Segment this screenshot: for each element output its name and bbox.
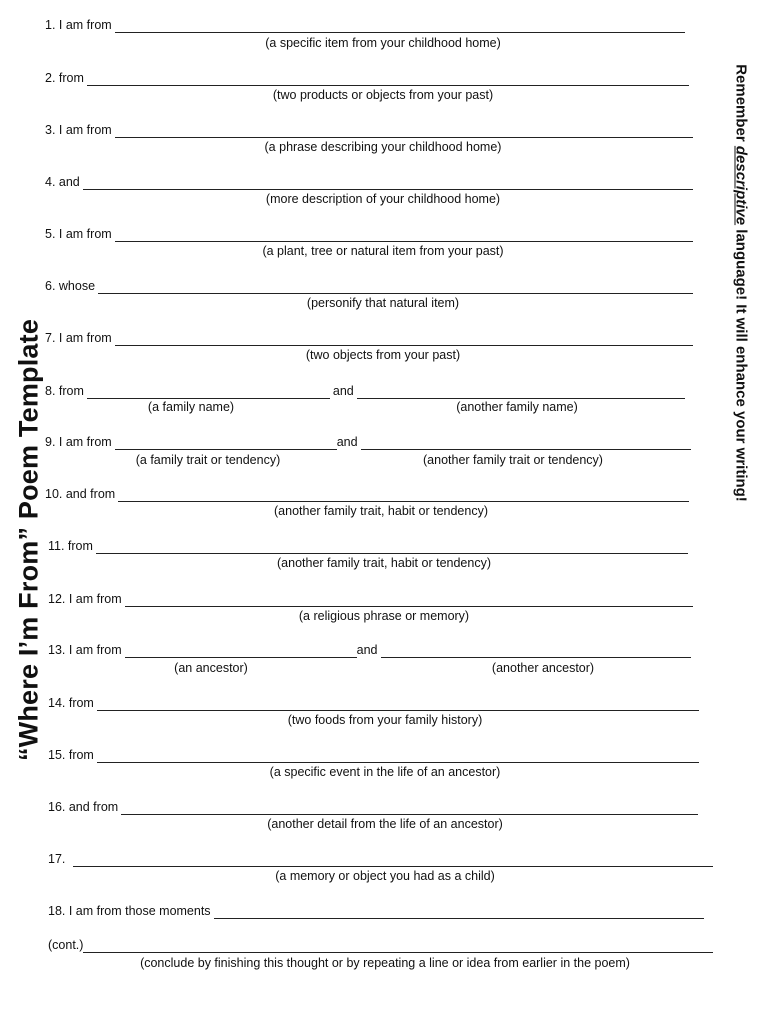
- poem-line-11: [48, 538, 688, 554]
- line-hint: (another detail from the life of an ancestor): [267, 817, 503, 831]
- answer-blank[interactable]: [115, 334, 693, 346]
- poem-line-18: [48, 903, 704, 919]
- line-prompt: 7. I am from: [45, 331, 112, 345]
- line-prompt: 9. I am from: [45, 435, 112, 449]
- line-hint-right: (another family trait or tendency): [423, 453, 603, 467]
- answer-blank[interactable]: [98, 282, 693, 294]
- answer-blank[interactable]: [115, 21, 685, 33]
- answer-blank-left[interactable]: [87, 387, 330, 399]
- answer-blank[interactable]: [73, 855, 713, 867]
- poem-line-10: [45, 486, 689, 502]
- line-hint: (personify that natural item): [306, 296, 460, 310]
- line-hint: (another family trait, habit or tendency): [277, 556, 491, 570]
- side-reminder-emphasis: descriptive: [732, 145, 750, 226]
- answer-blank[interactable]: [121, 803, 698, 815]
- poem-line-15: [48, 747, 699, 763]
- line-prompt: 6. whose: [45, 279, 96, 293]
- side-reminder: [733, 64, 750, 502]
- poem-line-4: [45, 174, 693, 190]
- answer-blank-right[interactable]: [381, 646, 691, 658]
- poem-line-3: [45, 122, 693, 138]
- line-hint: (more description of your childhood home): [265, 192, 501, 206]
- answer-blank-left[interactable]: [115, 438, 337, 450]
- line-prompt: 13. I am from: [48, 643, 122, 657]
- line-prompt: (cont.): [48, 938, 84, 952]
- line-hint: (another family trait, habit or tendency): [274, 504, 488, 518]
- line-prompt: 2. from: [45, 71, 84, 85]
- line-and: and: [356, 643, 378, 657]
- line-prompt: 18. I am from those moments: [48, 904, 211, 918]
- line-hint-right: (another family name): [456, 400, 578, 414]
- line-hint: (a specific event in the life of an ancestor): [269, 765, 501, 779]
- answer-blank[interactable]: [96, 542, 688, 554]
- line-prompt: 8. from: [45, 384, 84, 398]
- poem-line-7: [45, 330, 693, 346]
- line-prompt: 17.: [48, 852, 66, 866]
- answer-blank[interactable]: [125, 595, 693, 607]
- line-prompt: 10. and from: [45, 487, 116, 501]
- answer-blank[interactable]: [115, 230, 693, 242]
- line-prompt: 5. I am from: [45, 227, 112, 241]
- answer-blank[interactable]: [97, 699, 699, 711]
- line-hint: (a specific item from your childhood home): [265, 36, 501, 50]
- line-prompt: 12. I am from: [48, 592, 122, 606]
- line-hint: (a memory or object you had as a child): [275, 869, 495, 883]
- answer-blank[interactable]: [115, 126, 693, 138]
- line-and: and: [336, 435, 358, 449]
- poem-line-13: [48, 642, 691, 658]
- line-prompt: 3. I am from: [45, 123, 112, 137]
- answer-blank[interactable]: [97, 751, 699, 763]
- line-prompt: 1. I am from: [45, 18, 112, 32]
- side-reminder-end: language! It will enhance your writing!: [732, 225, 750, 502]
- line-prompt: 14. from: [48, 696, 94, 710]
- poem-line-1: [45, 17, 685, 33]
- line-prompt: 15. from: [48, 748, 94, 762]
- answer-blank-left[interactable]: [125, 646, 357, 658]
- line-hint-left: (a family trait or tendency): [135, 453, 281, 467]
- line-prompt: 16. and from: [48, 800, 119, 814]
- answer-blank[interactable]: [87, 74, 689, 86]
- answer-blank[interactable]: [214, 907, 704, 919]
- line-hint: (conclude by finishing this thought or by repeating a line or idea from earlier in the poem): [140, 956, 630, 970]
- answer-blank-right[interactable]: [361, 438, 691, 450]
- answer-blank[interactable]: [83, 941, 713, 953]
- answer-blank-right[interactable]: [357, 387, 685, 399]
- poem-line-9: [45, 434, 691, 450]
- line-hint-right: (another ancestor): [491, 661, 595, 675]
- poem-line-2: [45, 70, 689, 86]
- line-hint-left: (an ancestor): [174, 661, 248, 675]
- line-hint: (a plant, tree or natural item from your past): [262, 244, 504, 258]
- line-hint: (a phrase describing your childhood home): [264, 140, 502, 154]
- poem-line-6: [45, 278, 693, 294]
- poem-line-cont: [48, 937, 713, 953]
- poem-line-5: [45, 226, 693, 242]
- line-hint: (a religious phrase or memory): [298, 609, 470, 623]
- answer-blank[interactable]: [83, 178, 693, 190]
- side-reminder-start: Remember: [732, 64, 750, 146]
- line-and: and: [332, 384, 354, 398]
- poem-line-17: [48, 851, 713, 867]
- poem-line-12: [48, 591, 693, 607]
- poem-line-8: [45, 383, 685, 399]
- line-hint: (two objects from your past): [305, 348, 461, 362]
- poem-title: “Where I’m From” Poem Template: [13, 318, 44, 762]
- answer-blank[interactable]: [118, 490, 689, 502]
- line-prompt: 11. from: [48, 539, 93, 553]
- poem-line-16: [48, 799, 698, 815]
- line-hint-left: (a family name): [147, 400, 235, 414]
- poem-line-14: [48, 695, 699, 711]
- line-hint: (two products or objects from your past): [272, 88, 494, 102]
- line-hint: (two foods from your family history): [287, 713, 483, 727]
- line-prompt: 4. and: [45, 175, 80, 189]
